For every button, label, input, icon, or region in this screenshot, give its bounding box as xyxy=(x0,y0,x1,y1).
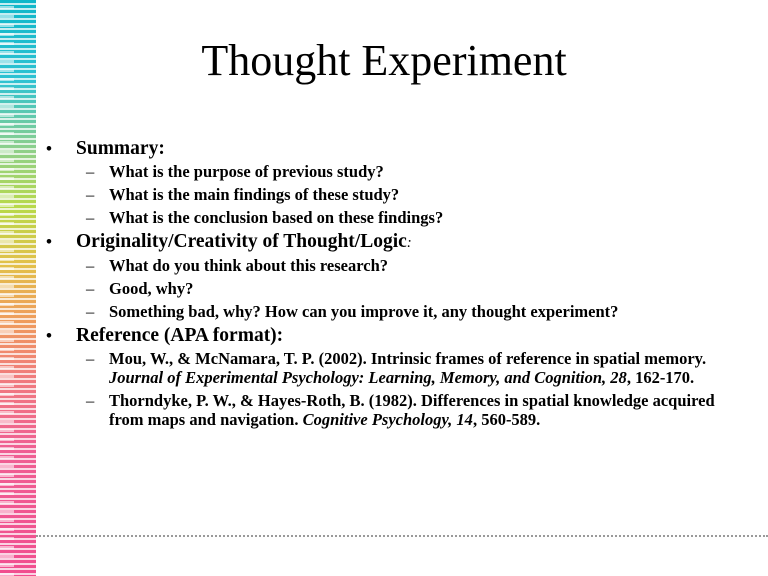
sub-bullet xyxy=(44,280,724,298)
footer-divider xyxy=(36,535,768,537)
sub-bullet-text: Something bad, why? How can you improve it, any thought experiment? xyxy=(109,302,619,321)
dash-icon: – xyxy=(86,208,95,227)
bullet-icon: • xyxy=(46,326,52,345)
bullet-originality xyxy=(44,230,724,255)
section-heading: Originality/Creativity of Thought/Logic xyxy=(76,231,407,252)
reference-journal: Cognitive Psychology, 14 xyxy=(302,409,473,429)
sub-bullet xyxy=(44,186,724,204)
reference-text: Mou, W., & McNamara, T. P. (2002). Intrinsic frames of reference in spatial memory. xyxy=(109,349,707,368)
sub-bullet xyxy=(44,209,724,227)
reference-pages: , 162-170. xyxy=(626,367,695,387)
reference-journal: Journal of Experimental Psychology: Learning, Memory, and Cognition, 28 xyxy=(109,367,627,387)
dash-icon: – xyxy=(86,391,95,410)
heading-suffix: : xyxy=(406,235,412,251)
dash-icon: – xyxy=(86,302,95,321)
reference-text: Thorndyke, P. W., & Hayes-Roth, B. (1982). Differences in spatial knowledge acquired from maps and navigation. xyxy=(109,391,715,429)
bullet-icon: • xyxy=(46,139,52,158)
reference-pages: , 560-589. xyxy=(472,409,541,429)
bullet-icon: • xyxy=(46,232,52,251)
reference-entry xyxy=(44,392,729,429)
sub-bullet-text: What do you think about this research? xyxy=(109,256,389,275)
slide-content xyxy=(44,136,724,429)
bullet-summary xyxy=(44,137,724,161)
sub-bullet xyxy=(44,303,724,321)
sub-bullet-text: What is the main findings of these study? xyxy=(109,185,400,204)
slide-title: Thought Experiment xyxy=(201,36,567,85)
sub-bullet-text: Good, why? xyxy=(109,279,194,298)
sub-bullet xyxy=(44,163,724,181)
sub-bullet-text: What is the conclusion based on these findings? xyxy=(109,208,444,227)
dash-icon: – xyxy=(86,349,95,368)
dash-icon: – xyxy=(86,256,95,275)
section-heading: Summary: xyxy=(76,138,165,159)
dash-icon: – xyxy=(86,185,95,204)
bullet-reference xyxy=(44,324,724,348)
sub-bullet-text: What is the purpose of previous study? xyxy=(109,162,384,181)
reference-entry xyxy=(44,350,729,387)
dash-icon: – xyxy=(86,162,95,181)
section-heading: Reference (APA format): xyxy=(76,325,284,346)
dash-icon: – xyxy=(86,279,95,298)
sub-bullet xyxy=(44,257,724,275)
